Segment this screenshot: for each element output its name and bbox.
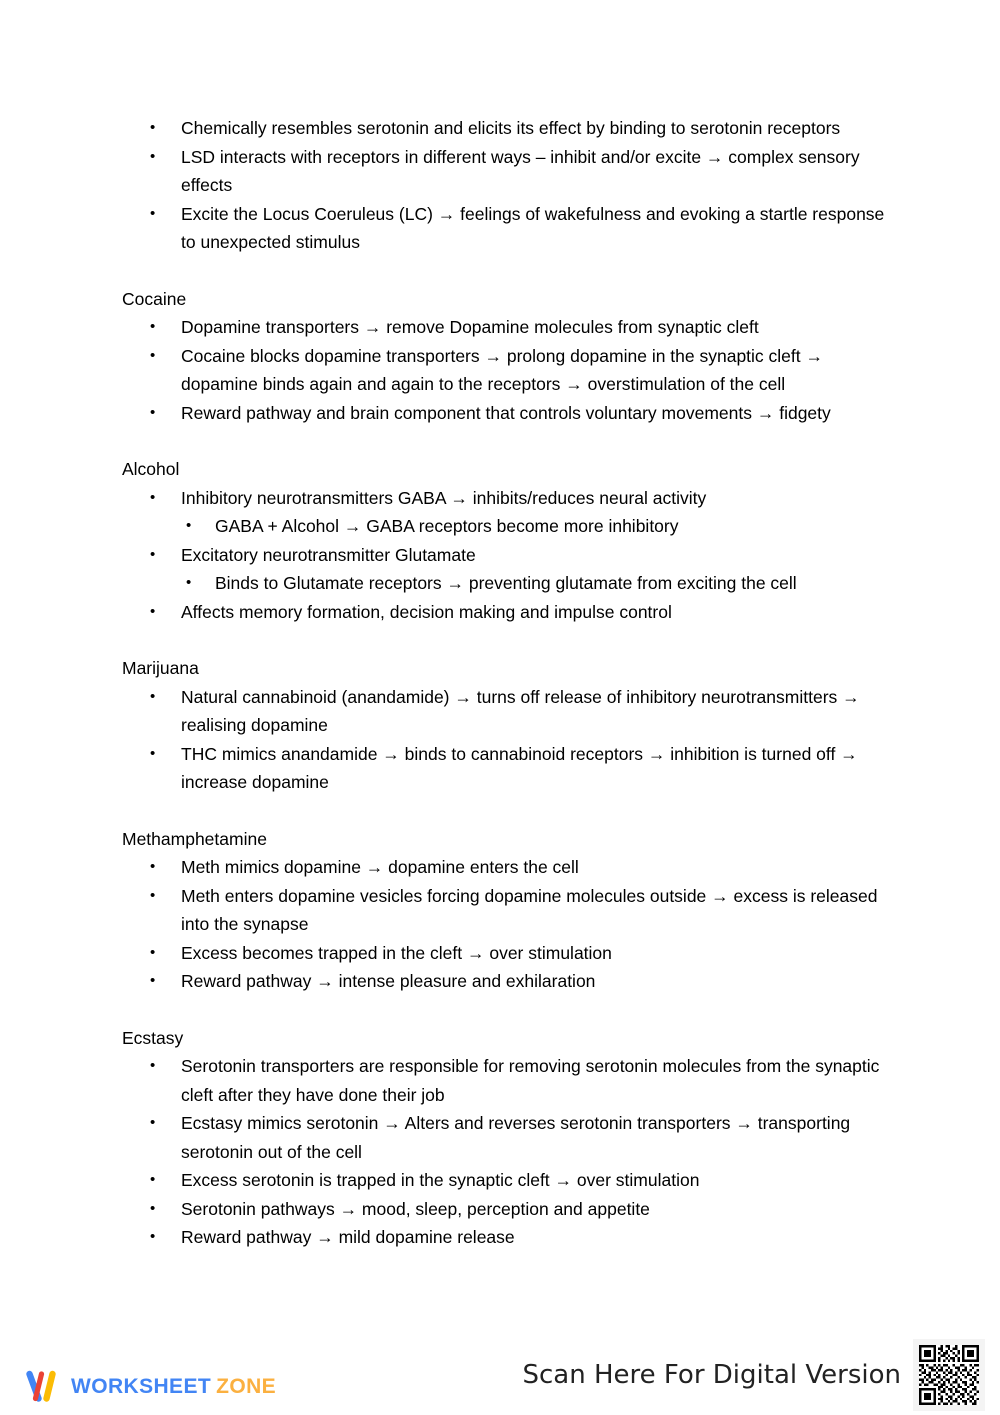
list-item: • Excess becomes trapped in the cleft → over stimulation	[122, 939, 892, 968]
list-item: • LSD interacts with receptors in different ways – inhibit and/or excite → complex sensory effects	[122, 143, 892, 200]
list-item: • Meth enters dopamine vesicles forcing dopamine molecules outside → excess is released into the synapse	[122, 882, 892, 939]
brand-logo[interactable]	[22, 1367, 276, 1407]
notes-body	[122, 114, 892, 1252]
list-item: • Dopamine transporters → remove Dopamine molecules from synaptic cleft	[122, 313, 892, 342]
section-alcohol	[122, 455, 892, 626]
qr-code-container[interactable]	[913, 1339, 985, 1411]
brand-wordmark	[71, 1375, 276, 1399]
list-item: • Reward pathway → intense pleasure and exhilaration	[122, 967, 892, 996]
list-item: • Inhibitory neurotransmitters GABA → inhibits/reduces neural activity	[122, 484, 892, 513]
list-item: • Reward pathway and brain component that controls voluntary movements → fidgety	[122, 399, 892, 428]
list-item: • Serotonin pathways → mood, sleep, perception and appetite	[122, 1195, 892, 1224]
list-item: • Serotonin transporters are responsible for removing serotonin molecules from the synaptic cleft after they have done their job	[122, 1052, 892, 1109]
list-item: • Excitatory neurotransmitter Glutamate	[122, 541, 892, 570]
scan-cta[interactable]	[523, 1339, 986, 1411]
section-methamphetamine	[122, 825, 892, 996]
bullet-list	[122, 484, 892, 627]
bullet-list	[122, 313, 892, 427]
qr-code-icon	[919, 1345, 979, 1405]
bullet-list	[122, 683, 892, 797]
list-item-sub: • Binds to Glutamate receptors → preventing glutamate from exciting the cell	[122, 569, 892, 598]
section-heading: Methamphetamine	[122, 828, 267, 849]
list-item: • Natural cannabinoid (anandamide) → turns off release of inhibitory neurotransmitters → realising dopamine	[122, 683, 892, 740]
list-item: • Cocaine blocks dopamine transporters → prolong dopamine in the synaptic cleft → dopamine binds again and again to the receptors → overstimulation of the cell	[122, 342, 892, 399]
scan-label: Scan Here For Digital Version	[522, 1360, 901, 1390]
section-heading: Marijuana	[122, 658, 199, 678]
section-intro	[122, 114, 892, 257]
list-item: • Excite the Locus Coeruleus (LC) → feelings of wakefulness and evoking a startle response to unexpected stimulus	[122, 200, 892, 257]
list-item: • Affects memory formation, decision making and impulse control	[122, 598, 892, 627]
bullet-list	[122, 853, 892, 996]
bullet-list	[122, 114, 892, 257]
section-heading: Alcohol	[122, 459, 180, 479]
worksheet-zone-w-logo-icon	[22, 1367, 62, 1407]
section-heading: Ecstasy	[122, 1027, 184, 1048]
page-footer	[0, 1320, 1000, 1415]
section-heading: Cocaine	[122, 288, 187, 309]
brand-name-secondary: ZONE	[216, 1375, 277, 1398]
list-item: • Ecstasy mimics serotonin → Alters and reverses serotonin transporters → transporting serotonin out of the cell	[122, 1109, 892, 1166]
list-item: • Meth mimics dopamine → dopamine enters the cell	[122, 853, 892, 882]
list-item: • Excess serotonin is trapped in the synaptic cleft → over stimulation	[122, 1166, 892, 1195]
list-item: • THC mimics anandamide → binds to cannabinoid receptors → inhibition is turned off → increase dopamine	[122, 740, 892, 797]
bullet-list	[122, 1052, 892, 1252]
brand-name-primary: WORKSHEET	[71, 1375, 212, 1398]
list-item: • Reward pathway → mild dopamine release	[122, 1223, 892, 1252]
section-marijuana	[122, 654, 892, 797]
list-item: • Chemically resembles serotonin and elicits its effect by binding to serotonin receptors	[122, 114, 892, 143]
section-ecstasy	[122, 1024, 892, 1252]
section-cocaine	[122, 285, 892, 428]
list-item-sub: • GABA + Alcohol → GABA receptors become more inhibitory	[122, 512, 892, 541]
